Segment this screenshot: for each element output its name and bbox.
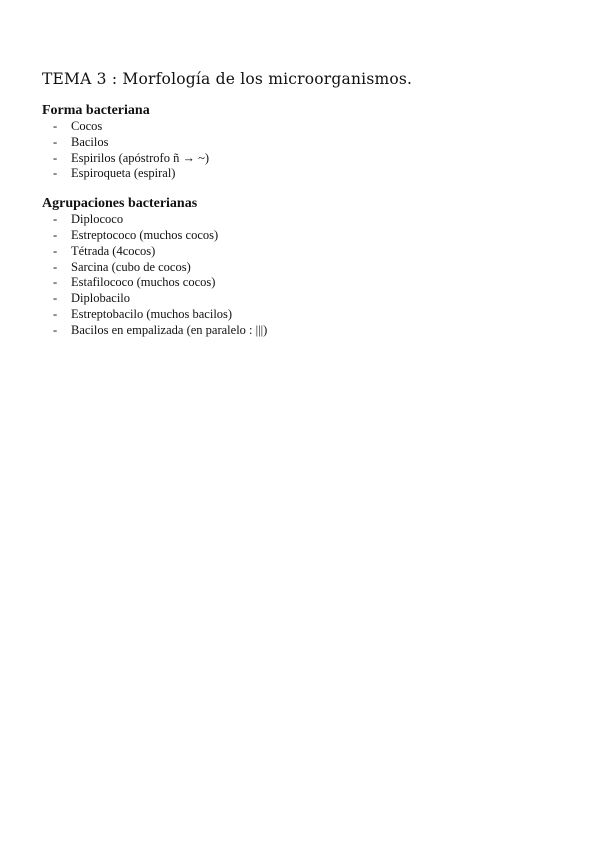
list-item (42, 323, 570, 339)
list-item-text: Espiroqueta (espiral) (71, 166, 176, 181)
bullet-dash: - (53, 227, 58, 242)
list-item (42, 151, 570, 167)
list-item-text: Tétrada (4cocos) (71, 243, 156, 258)
list-item (42, 135, 570, 151)
list-item (42, 260, 570, 276)
list-item (42, 291, 570, 307)
list-item-text: Estreptobacilo (muchos bacilos) (71, 306, 233, 321)
list-item (42, 275, 570, 291)
list-item (42, 119, 570, 135)
bullet-dash: - (53, 322, 58, 337)
list-item-text: Cocos (71, 119, 103, 133)
list-item-text: Diplococo (71, 212, 124, 227)
list-item-text: Sarcina (cubo de cocos) (71, 259, 191, 274)
bullet-dash: - (53, 150, 58, 165)
list-item (42, 244, 570, 260)
bullet-dash: - (53, 259, 58, 274)
document-page (42, 70, 570, 353)
list-item-text: Estreptococo (muchos cocos) (71, 227, 219, 242)
bullet-dash: - (53, 306, 58, 321)
bullet-dash: - (53, 291, 58, 306)
list-item-text: Espirilos (apóstrofo ñ → ~) (71, 150, 209, 165)
list-item (42, 212, 570, 228)
list-item-text: Bacilos (71, 134, 109, 149)
page-title: TEMA 3 : Morfología de los microorganismos. (42, 70, 413, 88)
list-item-text: Estafilococo (muchos cocos) (71, 275, 216, 290)
bullet-dash: - (53, 119, 58, 133)
bullet-dash: - (53, 243, 58, 258)
list-item-text: Diplobacilo (71, 291, 131, 306)
bullet-dash: - (53, 166, 58, 181)
section-heading: Forma bacteriana (42, 103, 150, 118)
section-heading: Agrupaciones bacterianas (42, 196, 198, 212)
list-item-text: Bacilos en empalizada (en paralelo : |||) (71, 322, 268, 337)
section-agrupaciones-bacterianas (42, 196, 570, 338)
bullet-dash: - (53, 134, 58, 149)
bullet-list (42, 212, 570, 338)
bullet-dash: - (53, 212, 58, 227)
list-item (42, 307, 570, 323)
bullet-list (42, 119, 570, 182)
bullet-dash: - (53, 275, 58, 290)
list-item (42, 166, 570, 182)
section-forma-bacteriana (42, 103, 570, 182)
list-item (42, 228, 570, 244)
